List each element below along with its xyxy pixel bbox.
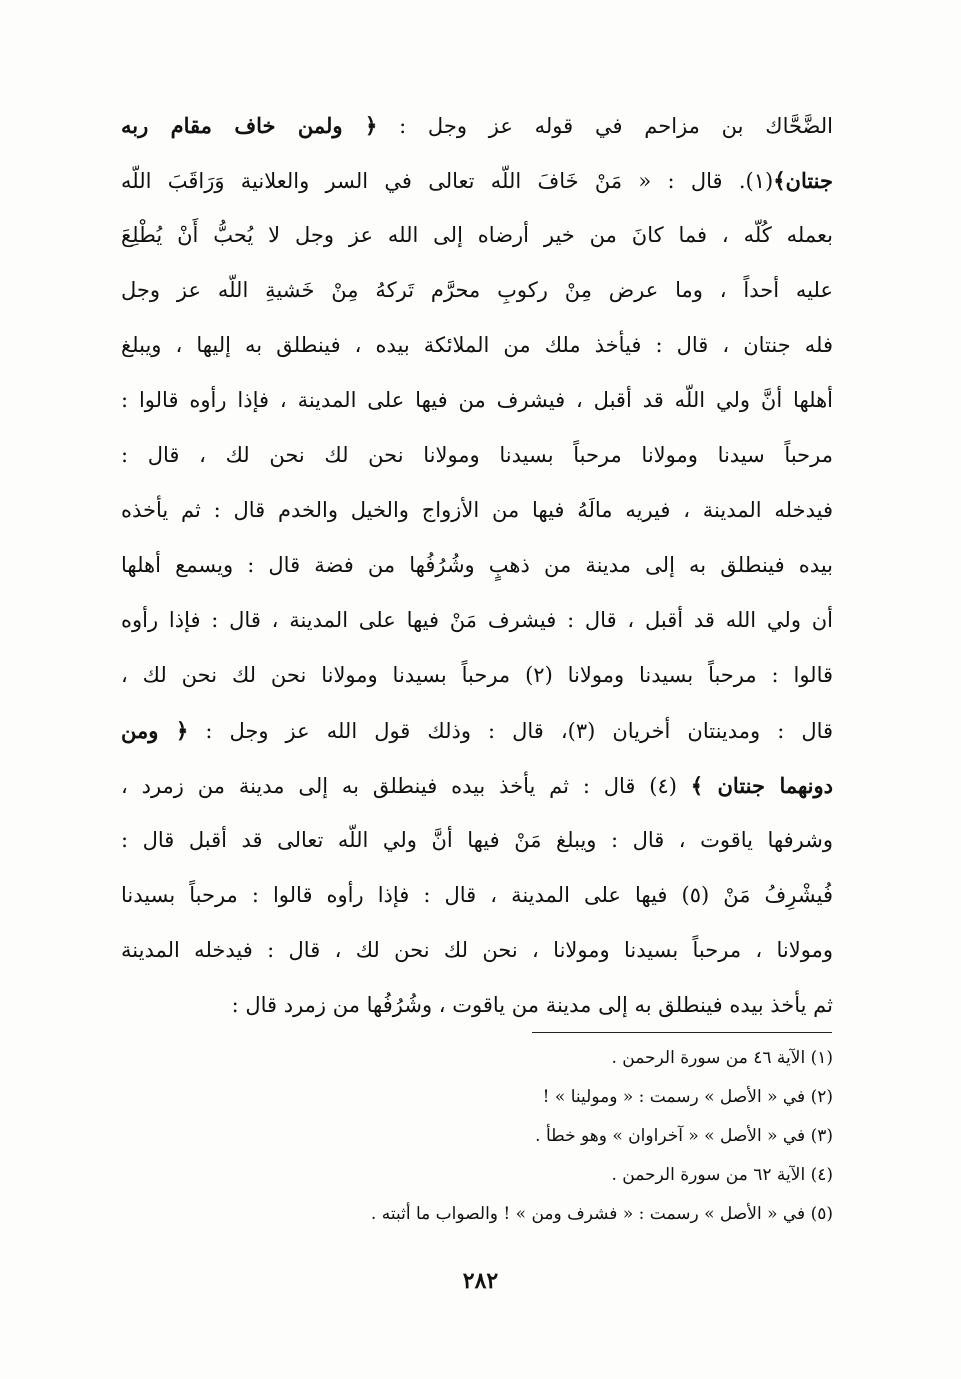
text-line: فله جنتان ، قال : فيأخذ ملك من الملائكة بيده ، فينطلق به إليها ، ويبلغ bbox=[121, 333, 833, 357]
footnote: (٣) في « الأصل » « آخراوان » وهو خطأ . bbox=[535, 1126, 833, 1146]
text-line: أهلها أنَّ ولي اللّه قد أقبل ، فيشرف من فيها على المدينة ، فإذا رأوه قالوا : bbox=[121, 388, 833, 412]
footnote-divider bbox=[532, 1032, 832, 1033]
text-line: عليه أحداً ، وما عرض مِنْ ركوبِ محرَّم تَركهُ مِنْ خَشيةِ اللّه عز وجل bbox=[121, 278, 833, 302]
text-line: قال : ومدينتان أخريان (٣)، قال : وذلك قول الله عز وجل : ﴿ ومن bbox=[121, 718, 833, 743]
text-line: بعمله كُلّه ، فما كانَ من خير أرضاه إلى الله عز وجل لا يُحبُّ أَنْ يُطْلِعَ bbox=[121, 223, 833, 247]
text-line: ومولانا ، مرحباً بسيدنا ومولانا ، نحن لك نحن لك ، قال : فيدخله المدينة bbox=[121, 938, 833, 962]
text-line: الضَّحَّاك بن مزاحم في قوله عز وجل : ﴿ ولمن خاف مقام ربه bbox=[121, 113, 833, 138]
text-line: بيده فينطلق به إلى مدينة من ذهبٍ وشُرُفُها من فضة قال : ويسمع أهلها bbox=[121, 553, 833, 577]
footnotes bbox=[121, 1040, 833, 1235]
text-line: فُيشْرِفُ مَنْ (٥) فيها على المدينة ، قال : فإذا رأوه قالوا : مرحباً بسيدنا bbox=[121, 883, 833, 907]
text-line: دونهما جنتان ﴾ (٤) قال : ثم يأخذ بيده فينطلق به إلى مدينة من زمرد ، bbox=[121, 773, 833, 798]
text-line: ثم يأخذ بيده فينطلق به إلى مدينة من ياقوت ، وشُرُفُها من زمرد قال : bbox=[231, 993, 833, 1017]
main-text bbox=[121, 98, 833, 1033]
text-line: قالوا : مرحباً بسيدنا ومولانا (٢) مرحباً بسيدنا ومولانا نحن لك نحن لك ، bbox=[121, 663, 833, 687]
page-number: ٢٨٢ bbox=[462, 1268, 499, 1294]
text-line: مرحباً سيدنا ومولانا مرحباً بسيدنا ومولانا نحن لك نحن لك ، قال : bbox=[121, 443, 833, 467]
text-line: جنتان﴾(١). قال : « مَنْ خَافَ اللّه تعالى في السر والعلانية وَرَاقَبَ اللّه bbox=[121, 168, 833, 193]
footnote: (٢) في « الأصل » رسمت : « ومولينا » ! bbox=[542, 1087, 833, 1107]
text-line: وشرفها ياقوت ، قال : ويبلغ مَنْ فيها أنَّ ولي اللّه تعالى قد أقبل قال : bbox=[121, 828, 833, 852]
text-line: فيدخله المدينة ، فيريه مالَهُ فيها من الأزواج والخيل والخدم قال : ثم يأخذه bbox=[121, 498, 833, 522]
text-line: أن ولي الله قد أقبل ، قال : فيشرف مَنْ فيها على المدينة ، قال : فإذا رأوه bbox=[121, 608, 833, 632]
footnote: (٤) الآية ٦٢ من سورة الرحمن . bbox=[611, 1165, 833, 1185]
footnote: (٥) في « الأصل » رسمت : « فشرف ومن » ! والصواب ما أثبته . bbox=[370, 1204, 833, 1224]
footnote: (١) الآية ٤٦ من سورة الرحمن . bbox=[611, 1048, 833, 1068]
